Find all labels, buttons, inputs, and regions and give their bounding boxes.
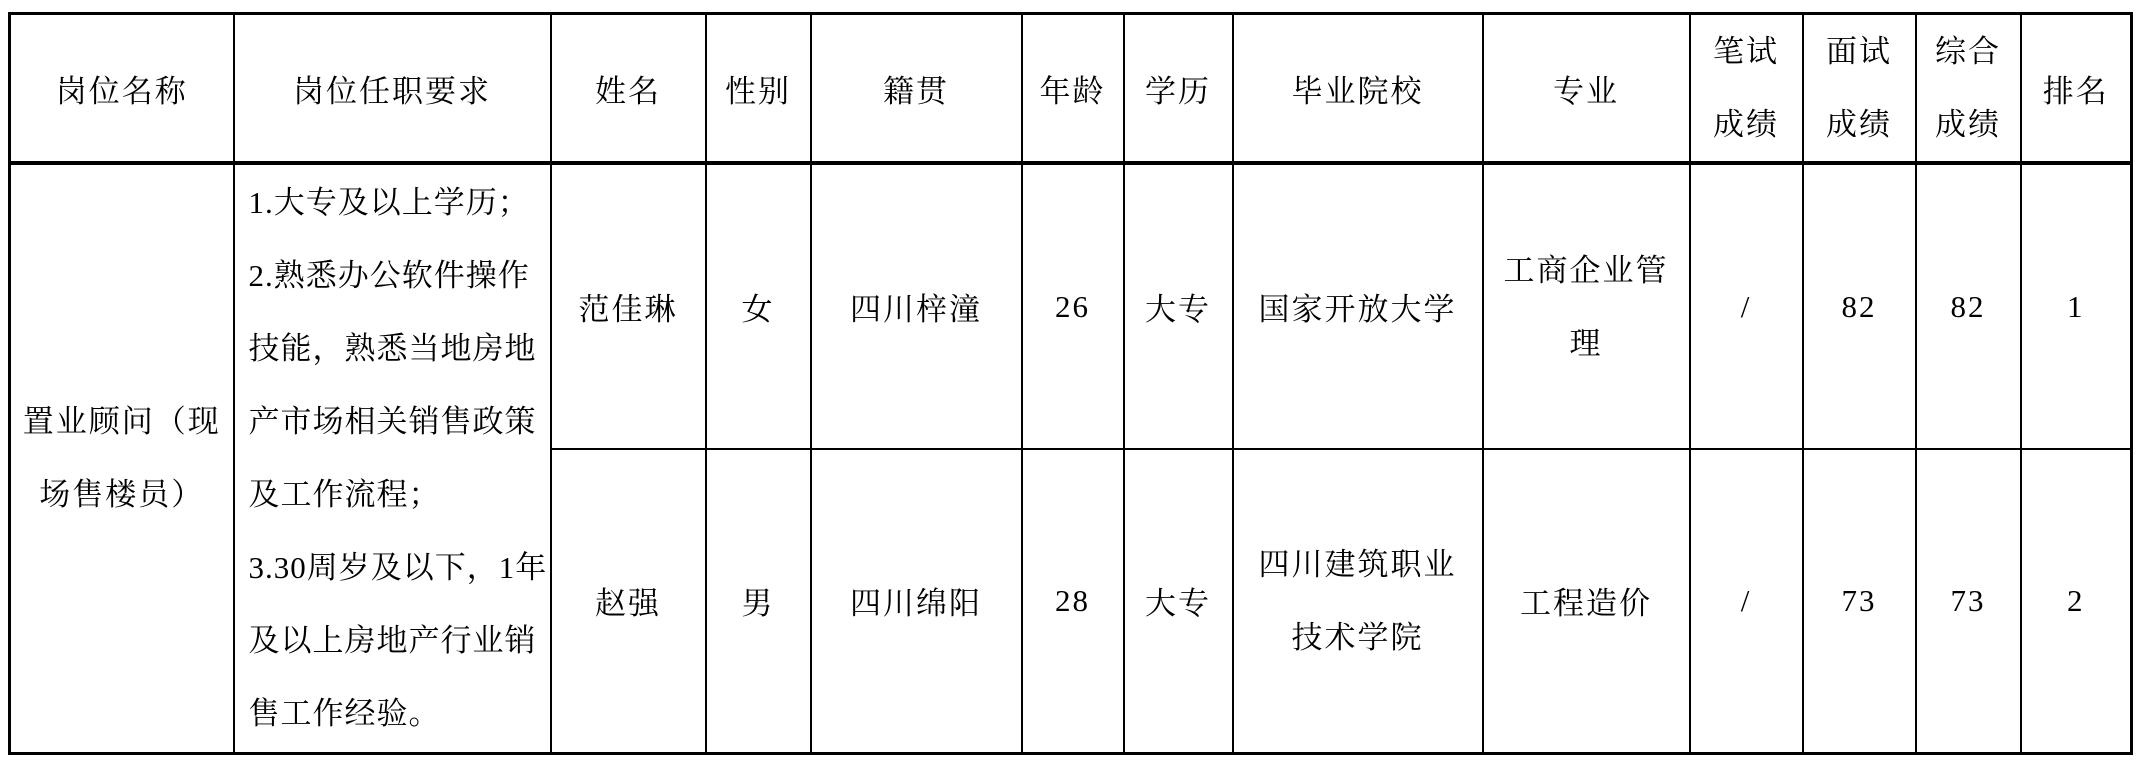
position-line1: 置业顾问（现 (22, 404, 221, 440)
candidate-major-line1: 工商企业管 (1503, 252, 1669, 288)
candidate-rank-cell: 1 (2021, 163, 2132, 449)
candidate-interview-score-cell: 82 (1803, 163, 1916, 449)
header-written-score (1690, 14, 1803, 164)
candidate-interview-score-cell: 73 (1803, 449, 1916, 753)
candidate-gender-cell: 男 (706, 449, 811, 753)
header-written-score-line2: 成绩 (1713, 107, 1779, 142)
position-cell (10, 163, 234, 753)
candidate-education-cell: 大专 (1124, 163, 1233, 449)
candidate-composite-score-cell: 73 (1916, 449, 2021, 753)
candidate-composite-score-cell: 82 (1916, 163, 2021, 449)
header-name: 姓名 (551, 14, 706, 164)
header-interview-score (1803, 14, 1916, 164)
position-line2: 场售楼员） (39, 477, 205, 513)
requirement-line: 产市场相关销售政策 (248, 404, 537, 440)
header-position-name: 岗位名称 (10, 14, 234, 164)
requirement-line: 技能，熟悉当地房地 (248, 331, 537, 367)
candidate-hometown-cell: 四川绵阳 (811, 449, 1022, 753)
candidate-age-cell: 28 (1022, 449, 1124, 753)
header-rank: 排名 (2021, 14, 2132, 164)
requirements-cell (234, 163, 551, 753)
candidate-school-line2: 技术学院 (1291, 619, 1424, 655)
header-written-score-line1: 笔试 (1713, 34, 1779, 69)
requirement-line: 1.大专及以上学历； (248, 185, 530, 221)
candidate-written-score-cell: / (1690, 163, 1803, 449)
candidate-row (10, 163, 2132, 449)
candidate-rank-cell: 2 (2021, 449, 2132, 753)
requirement-line: 售工作经验。 (248, 696, 441, 732)
header-major: 专业 (1483, 14, 1690, 164)
requirement-line: 及工作流程； (248, 477, 441, 513)
candidate-name-cell: 范佳琳 (551, 163, 706, 449)
candidate-name-cell: 赵强 (551, 449, 706, 753)
header-gender: 性别 (706, 14, 811, 164)
candidate-major-cell: 工程造价 (1483, 449, 1690, 753)
interview-results-table (8, 12, 2133, 755)
candidate-school-line1: 四川建筑职业 (1258, 546, 1457, 582)
candidate-major-line2: 理 (1569, 325, 1603, 361)
requirement-line: 及以上房地产行业销 (248, 623, 537, 659)
header-interview-score-line1: 面试 (1826, 34, 1892, 69)
candidate-gender-cell: 女 (706, 163, 811, 449)
candidate-school-cell (1233, 449, 1483, 753)
header-composite-score (1916, 14, 2021, 164)
candidate-major-cell (1483, 163, 1690, 449)
header-education: 学历 (1124, 14, 1233, 164)
requirement-line: 2.熟悉办公软件操作 (248, 258, 530, 294)
table-header-row (10, 14, 2132, 164)
header-hometown: 籍贯 (811, 14, 1022, 164)
header-school: 毕业院校 (1233, 14, 1483, 164)
candidate-school-cell: 国家开放大学 (1233, 163, 1483, 449)
header-composite-score-line2: 成绩 (1935, 107, 2001, 142)
header-requirements: 岗位任职要求 (234, 14, 551, 164)
header-interview-score-line2: 成绩 (1826, 107, 1892, 142)
header-composite-score-line1: 综合 (1935, 34, 2001, 69)
requirement-line: 3.30周岁及以下，1年 (248, 550, 548, 586)
candidate-hometown-cell: 四川梓潼 (811, 163, 1022, 449)
candidate-written-score-cell: / (1690, 449, 1803, 753)
candidate-age-cell: 26 (1022, 163, 1124, 449)
candidate-education-cell: 大专 (1124, 449, 1233, 753)
header-age: 年龄 (1022, 14, 1124, 164)
